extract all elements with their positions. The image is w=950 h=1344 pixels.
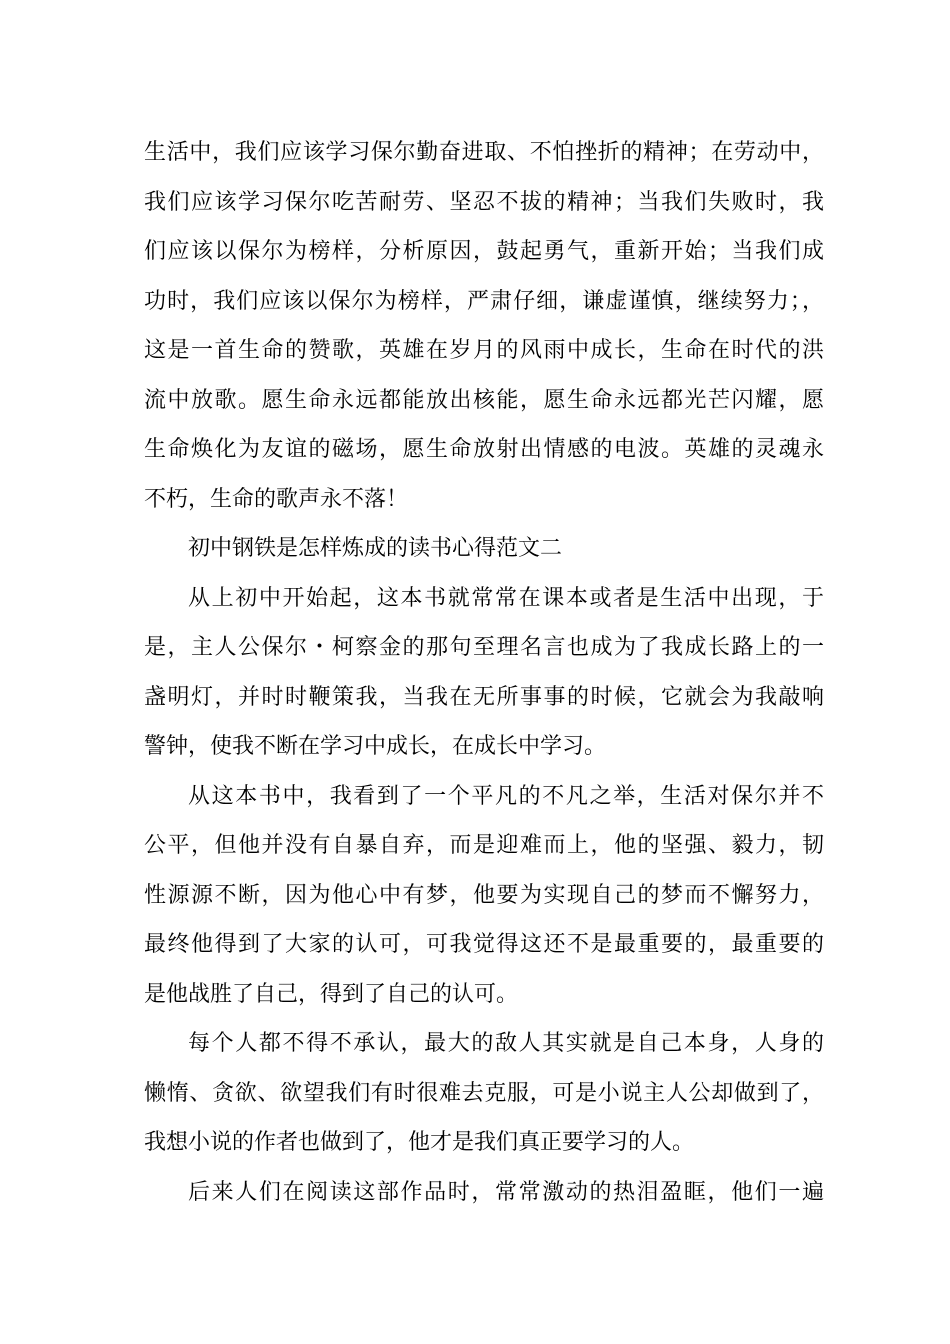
text-line: 我想小说的作者也做到了，他才是我们真正要学习的人。 xyxy=(144,1130,695,1155)
paragraph-first-line: 从上初中开始起，这本书就常常在课本或者是生活中出现，于 xyxy=(188,585,824,611)
text-line: 最终他得到了大家的认可，可我觉得这还不是最重要的，最重要的 xyxy=(144,932,824,957)
paragraph-first-line: 从这本书中，我看到了一个平凡的不凡之举，生活对保尔并不 xyxy=(188,783,824,809)
text-line: 盏明灯，并时时鞭策我，当我在无所事事的时候，它就会为我敲响 xyxy=(144,684,824,710)
text-line: 性源源不断，因为他心中有梦，他要为实现自己的梦而不懈努力， xyxy=(144,882,824,908)
document-body xyxy=(144,128,824,1217)
text-line: 是他战胜了自己，得到了自己的认可。 xyxy=(144,981,519,1007)
text-line: 我们应该学习保尔吃苦耐劳、坚忍不拔的精神；当我们失败时，我 xyxy=(144,189,824,215)
text-line: 公平，但他并没有自暴自弃，而是迎难而上，他的坚强、毅力，韧 xyxy=(144,833,824,858)
text-line: 们应该以保尔为榜样，分析原因，鼓起勇气，重新开始；当我们成 xyxy=(144,239,824,264)
section-heading: 初中钢铁是怎样炼成的读书心得范文二 xyxy=(188,536,563,561)
paragraph-first-line: 后来人们在阅读这部作品时，常常激动的热泪盈眶，他们一遍 xyxy=(188,1179,824,1205)
text-line: 警钟，使我不断在学习中成长，在成长中学习。 xyxy=(144,734,607,759)
text-line: 功时，我们应该以保尔为榜样，严肃仔细，谦虚谨慎，继续努力；， xyxy=(144,288,824,314)
text-line: 流中放歌。愿生命永远都能放出核能，愿生命永远都光芒闪耀，愿 xyxy=(144,387,824,413)
text-line: 不朽，生命的歌声永不落！ xyxy=(144,486,409,512)
text-line: 生命焕化为友谊的磁场，愿生命放射出情感的电波。英雄的灵魂永 xyxy=(144,437,824,462)
text-line: 这是一首生命的赞歌，英雄在岁月的风雨中成长，生命在时代的洪 xyxy=(144,338,824,363)
paragraph-first-line: 每个人都不得不承认，最大的敌人其实就是自己本身，人身的 xyxy=(188,1031,824,1056)
text-line: 是，主人公保尔・柯察金的那句至理名言也成为了我成长路上的一 xyxy=(144,635,824,660)
text-line: 生活中，我们应该学习保尔勤奋进取、不怕挫折的精神；在劳动中， xyxy=(144,140,824,165)
text-line: 懒惰、贪欲、欲望我们有时很难去克服，可是小说主人公却做到了， xyxy=(144,1080,824,1106)
